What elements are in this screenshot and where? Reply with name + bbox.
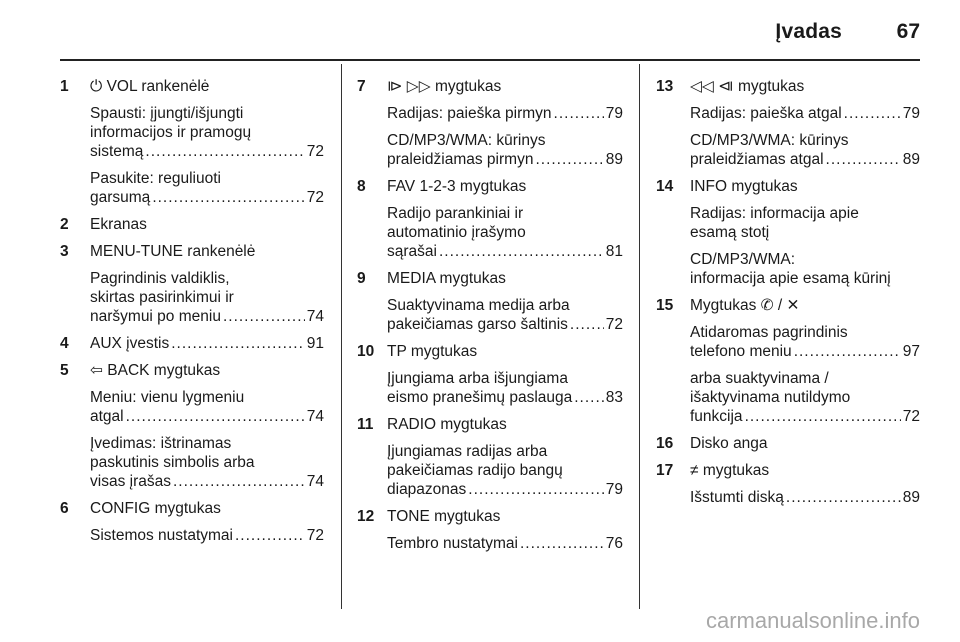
item-description [690, 131, 920, 169]
description-line: paskutinis simbolis arba [90, 454, 255, 471]
column-1 [60, 77, 324, 553]
legend-item [357, 269, 623, 334]
item-heading: TP mygtukas [387, 343, 478, 360]
page-header [0, 0, 960, 62]
description-line: išaktyvinama nutildymo [690, 389, 851, 406]
description-line: arba suaktyvinama / [690, 370, 829, 387]
legend-item [357, 177, 623, 261]
item-heading: Disko anga [690, 435, 768, 452]
legend-item [656, 434, 920, 453]
page-reference: 72 [306, 189, 324, 206]
item-description [690, 250, 920, 288]
item-number: 15 [656, 297, 674, 314]
item-heading: ⧐ ▷▷ mygtukas [387, 78, 502, 95]
page-reference: 74 [306, 473, 324, 490]
item-heading: Ekranas [90, 216, 147, 233]
item-description [387, 104, 623, 123]
legend-item [656, 296, 920, 426]
item-description [387, 534, 623, 553]
leader-dots [173, 472, 305, 491]
item-number: 11 [357, 416, 374, 433]
column-3 [656, 77, 920, 515]
page-reference: 76 [605, 535, 623, 552]
leader-dots [145, 142, 304, 161]
item-description [90, 269, 324, 326]
leader-line [90, 188, 324, 207]
legend-item [656, 77, 920, 169]
item-heading: ⏻ VOL rankenėlė [90, 78, 210, 95]
item-heading: FAV 1-2-3 mygtukas [387, 178, 527, 195]
item-description [90, 434, 324, 491]
item-description [90, 169, 324, 207]
legend-item [357, 415, 623, 499]
item-description [387, 369, 623, 407]
item-description [690, 488, 920, 507]
description-line: esamą stotį [690, 224, 770, 241]
page-reference: 91 [306, 335, 324, 352]
legend-item [656, 461, 920, 507]
leader-line [90, 334, 324, 353]
leader-line [690, 342, 920, 361]
item-heading: MEDIA mygtukas [387, 270, 506, 287]
legend-item [60, 215, 324, 234]
page-reference: 72 [605, 316, 623, 333]
leader-dots [844, 104, 901, 123]
description-line: CD/MP3/WMA: kūrinys [387, 132, 546, 149]
leader-line [387, 150, 623, 169]
leader-dots [826, 150, 901, 169]
entry-text: pakeičiamas garso šaltinis [387, 316, 568, 333]
leader-line [90, 472, 324, 491]
page-reference: 97 [902, 343, 920, 360]
page-reference: 79 [605, 105, 623, 122]
entry-text: telefono meniu [690, 343, 792, 360]
item-description [690, 104, 920, 123]
leader-line [690, 407, 920, 426]
column-divider [341, 64, 342, 609]
leader-line [690, 488, 920, 507]
page-number: 67 [896, 20, 920, 43]
item-number: 16 [656, 435, 674, 452]
item-description [690, 204, 920, 242]
item-number: 1 [60, 78, 69, 95]
leader-dots [554, 104, 604, 123]
item-number: 12 [357, 508, 375, 525]
item-heading: RADIO mygtukas [387, 416, 507, 433]
page-reference: 79 [605, 481, 623, 498]
leader-dots [786, 488, 901, 507]
entry-text: eismo pranešimų paslauga [387, 389, 573, 406]
item-description [90, 388, 324, 426]
leader-dots [126, 407, 305, 426]
entry-text: sąrašai [387, 243, 437, 260]
entry-text: Sistemos nustatymai [90, 527, 233, 544]
header-rule [60, 59, 920, 61]
page-reference: 74 [306, 308, 324, 325]
item-number: 7 [357, 78, 366, 95]
item-description [387, 204, 623, 261]
leader-line [90, 307, 324, 326]
legend-item [60, 77, 324, 207]
description-line: automatinio įrašymo [387, 224, 526, 241]
item-number: 14 [656, 178, 674, 195]
page-reference: 83 [605, 389, 623, 406]
entry-text: Tembro nustatymai [387, 535, 518, 552]
column-divider [639, 64, 640, 609]
leader-dots [468, 480, 603, 499]
legend-item [357, 507, 623, 553]
leader-dots [745, 407, 901, 426]
description-line: Suaktyvinama medija arba [387, 297, 570, 314]
description-line: Radijo parankiniai ir [387, 205, 524, 222]
legend-item [60, 361, 324, 491]
entry-text: Radijas: paieška atgal [690, 105, 842, 122]
item-description [387, 296, 623, 334]
entry-text: praleidžiamas pirmyn [387, 151, 534, 168]
description-line: pakeičiamas radijo bangų [387, 462, 563, 479]
leader-line [387, 480, 623, 499]
leader-dots [223, 307, 305, 326]
page-reference: 81 [605, 243, 623, 260]
item-number: 6 [60, 500, 69, 517]
item-number: 10 [357, 343, 375, 360]
description-line: Atidaromas pagrindinis [690, 324, 848, 341]
description-line: Įjungiama arba išjungiama [387, 370, 568, 387]
leader-dots [152, 188, 304, 207]
item-heading: ◁◁ ⧏ mygtukas [690, 78, 805, 95]
leader-line [690, 104, 920, 123]
item-number: 5 [60, 362, 69, 379]
leader-line [387, 534, 623, 553]
entry-text: garsumą [90, 189, 151, 206]
item-number: 3 [60, 243, 69, 260]
description-line: informacijos ir pramogų [90, 124, 252, 141]
item-description [90, 104, 324, 161]
entry-text: visas įrašas [90, 473, 171, 490]
page-reference: 89 [902, 489, 920, 506]
description-line: Įvedimas: ištrinamas [90, 435, 232, 452]
page-reference: 89 [605, 151, 623, 168]
leader-dots [535, 150, 603, 169]
entry-text: Radijas: paieška pirmyn [387, 105, 552, 122]
leader-dots [570, 315, 604, 334]
leader-line [90, 407, 324, 426]
item-heading: TONE mygtukas [387, 508, 501, 525]
leader-dots [171, 334, 305, 353]
item-heading: CONFIG mygtukas [90, 500, 221, 517]
leader-line [690, 150, 920, 169]
entry-text: Išstumti diską [690, 489, 784, 506]
leader-line [90, 142, 324, 161]
description-line: Radijas: informacija apie [690, 205, 859, 222]
legend-item [60, 334, 324, 353]
legend-item [60, 499, 324, 545]
page-reference: 89 [902, 151, 920, 168]
description-line: Įjungiamas radijas arba [387, 443, 548, 460]
legend-item [357, 77, 623, 169]
entry-text: atgal [90, 408, 124, 425]
leader-dots [520, 534, 604, 553]
item-heading: MENU-TUNE rankenėlė [90, 243, 256, 260]
entry-text: funkcija [690, 408, 743, 425]
entry-text: praleidžiamas atgal [690, 151, 824, 168]
description-line: Pagrindinis valdiklis, [90, 270, 230, 287]
item-description [690, 369, 920, 426]
description-line: skirtas pasirinkimui ir [90, 289, 234, 306]
legend-item [656, 177, 920, 288]
item-heading: Mygtukas ✆ / ✕ [690, 297, 800, 314]
column-2 [357, 77, 623, 561]
leader-line [387, 388, 623, 407]
page-reference: 72 [306, 143, 324, 160]
leader-dots [794, 342, 901, 361]
leader-line [387, 315, 623, 334]
item-number: 8 [357, 178, 366, 195]
description-line: Pasukite: reguliuoti [90, 170, 221, 187]
description-line: Meniu: vienu lygmeniu [90, 389, 245, 406]
entry-text: naršymui po meniu [90, 308, 221, 325]
watermark: carmanualsonline.info [705, 608, 920, 633]
description-line: CD/MP3/WMA: kūrinys [690, 132, 849, 149]
item-number: 2 [60, 216, 69, 233]
item-number: 4 [60, 335, 69, 352]
page-reference: 72 [902, 408, 920, 425]
page-reference: 74 [306, 408, 324, 425]
leader-line [387, 104, 623, 123]
description-line: CD/MP3/WMA: [690, 251, 796, 268]
leader-line [387, 242, 623, 261]
item-number: 17 [656, 462, 674, 479]
leader-line [90, 526, 324, 545]
page-reference: 79 [902, 105, 920, 122]
item-description [690, 323, 920, 361]
item-heading: INFO mygtukas [690, 178, 798, 195]
item-description [387, 131, 623, 169]
leader-dots [235, 526, 305, 545]
item-heading: ≠ mygtukas [690, 462, 770, 479]
legend-item [60, 242, 324, 326]
entry-text: sistemą [90, 143, 144, 160]
description-line: informacija apie esamą kūrinį [690, 270, 891, 287]
item-number: 9 [357, 270, 366, 287]
item-heading: ⇦ BACK mygtukas [90, 362, 221, 379]
item-description [90, 526, 324, 545]
page-reference: 72 [306, 527, 324, 544]
legend-item [357, 342, 623, 407]
entry-text: AUX įvestis [90, 335, 170, 352]
leader-dots [574, 388, 604, 407]
item-description [387, 442, 623, 499]
description-line: Spausti: įjungti/išjungti [90, 105, 244, 122]
item-heading [90, 334, 324, 353]
entry-text: diapazonas [387, 481, 467, 498]
leader-dots [439, 242, 604, 261]
section-title: Įvadas [775, 20, 842, 43]
item-number: 13 [656, 78, 674, 95]
